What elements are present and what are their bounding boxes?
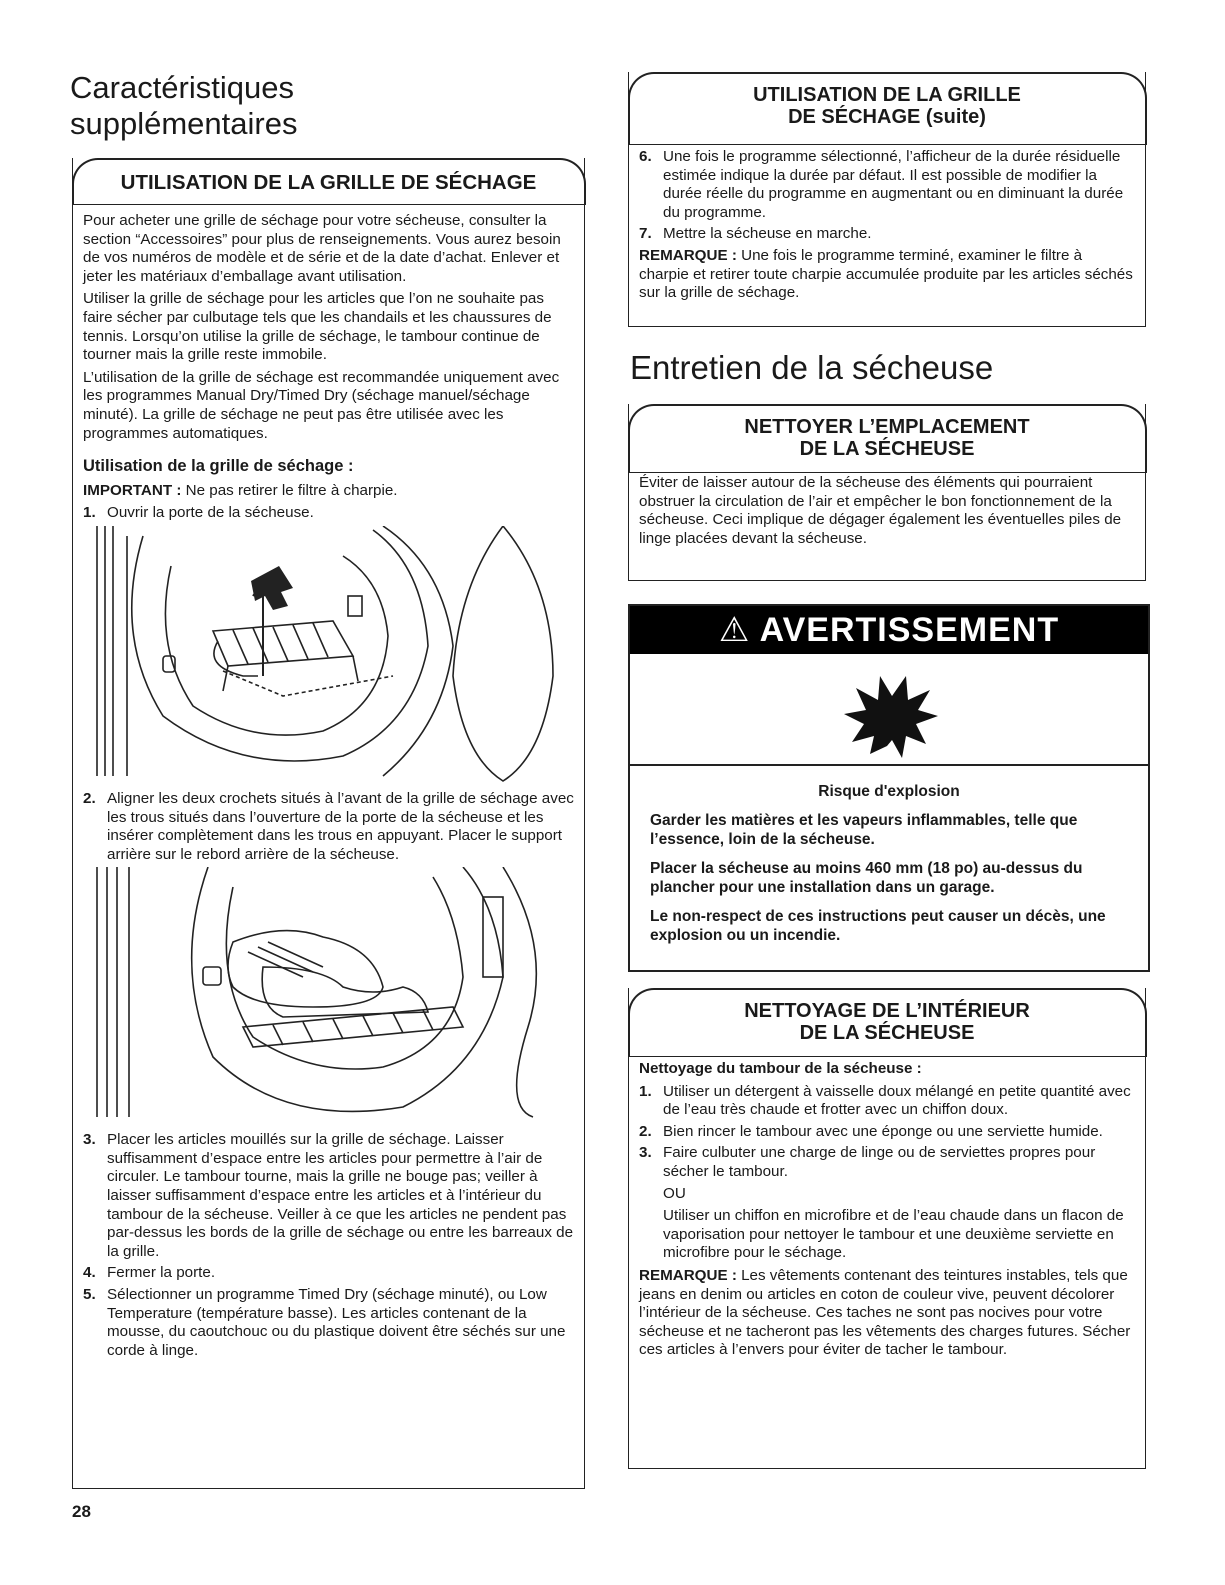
section-heading: UTILISATION DE LA GRILLE DE SÉCHAGE (suite) (628, 72, 1147, 145)
warning-line: Placer la sécheuse au moins 460 mm (18 po) au-dessus du plancher pour une installation dans un garage. (650, 860, 1083, 896)
page-title-line-1: Caractéristiques (70, 70, 294, 105)
paragraph: Utiliser la grille de séchage pour les articles que l’on ne souhaite pas faire sécher par culbutage tels que les chandails et les chaussures de tennis. Lorsqu’on utilise la grille de séchage, le tambour continue de tourner mais la grille reste immobile. (83, 290, 552, 364)
section-heading: NETTOYER L’EMPLACEMENT DE LA SÉCHEUSE (628, 404, 1147, 473)
list-item: 7. Mettre la sécheuse en marche. (639, 225, 872, 243)
section-emplacement (628, 404, 1146, 581)
section-body (639, 1060, 1135, 1364)
list-item: 3. Placer les articles mouillés sur la grille de séchage. Laisser suffisamment d’espace entre les articles pour permettre à l’air de circuler. Le tambour tourne, mais la grille ne bouge pas; veiller à laisser suffisamment d’espace entre les articles et à l’intérieur du tambour de la sécheuse. Veiller à ce que les articles ne pendent pas par-dessus les bords de la grille de séchage ou entre les barreaux de la grille. (83, 1131, 574, 1260)
list-item: 2. Aligner les deux crochets situés à l’avant de la grille de séchage avec les trous situés dans l’ouverture de la porte de la sécheuse et les insérer complètement dans les trous en appuyant. Placer le support arrière sur le rebord arrière de la sécheuse. (83, 789, 574, 863)
section-title: Entretien de la sécheuse (630, 349, 994, 386)
important-note: IMPORTANT : Ne pas retirer le filtre à charpie. (83, 481, 398, 499)
warning-line: Garder les matières et les vapeurs inflammables, telle que l’essence, loin de la sécheuse. (650, 812, 1078, 848)
section-body (639, 474, 1135, 552)
warning-line: Le non-respect de ces instructions peut causer un décès, une explosion ou un incendie. (650, 908, 1106, 944)
warning-body (650, 782, 1128, 955)
subheading: Nettoyage du tambour de la sécheuse : (639, 1060, 922, 1077)
section-body (639, 148, 1135, 307)
page-title (70, 70, 590, 142)
note: REMARQUE : Une fois le programme terminé, examiner le filtre à charpie et retirer toute charpie accumulée produite par les articles séchés sur la grille de séchage. (639, 246, 1133, 302)
section-grille-sechage (72, 158, 585, 1489)
page-number: 28 (72, 1502, 91, 1521)
warning-triangle-icon: ⚠ (718, 611, 751, 649)
or-text: OU (663, 1184, 686, 1202)
dryer-rack-drawing (83, 526, 575, 784)
explosion-icon (630, 654, 1144, 762)
paragraph: Éviter de laisser autour de la sécheuse des éléments qui pourraient obstruer la circulation de l’air et empêcher le bon fonctionnement de la sécheuse. Ceci implique de dégager également les éventuelles piles de linge placées devant la sécheuse. (639, 474, 1122, 547)
note: REMARQUE : Les vêtements contenant des teintures instables, tels que jeans en denim ou articles en coton de couleur vive, peuvent décolorer l’intérieur de la sécheuse. Ces taches ne sont pas nocives pour votre sécheuse et ne tacheront pas les vêtements des charges futures. Sécher ces articles à l’envers pour éviter de tacher le tambour. (639, 1266, 1131, 1359)
alternative-text: Utiliser un chiffon en microfibre et de l’eau chaude dans un flacon de vaporisation pour nettoyer le tambour et une deuxième serviette en microfibre pour le séchage. (663, 1207, 1124, 1262)
subheading: Utilisation de la grille de séchage : (83, 457, 354, 476)
section-heading: UTILISATION DE LA GRILLE DE SÉCHAGE (72, 158, 586, 205)
paragraph: L’utilisation de la grille de séchage est recommandée uniquement avec les programmes Manual Dry/Timed Dry (séchage manuel/séchage minuté). La grille de séchage ne peut pas être utilisée avec les programmes automatiques. (83, 368, 560, 442)
list-item: 5. Sélectionner un programme Timed Dry (séchage minuté), ou Low Temperature (température basse). Les articles contenant de la mousse, du caoutchouc ou du plastique doivent être séchés sur une corde à linge. (83, 1286, 566, 1359)
rack-insert-illustration (83, 526, 574, 784)
shoes-drawing (83, 867, 575, 1125)
section-interieur (628, 988, 1146, 1469)
section-body (83, 212, 574, 1363)
list-item: 3. Faire culbuter une charge de linge ou de serviettes propres pour sécher le tambour. (639, 1144, 1096, 1180)
warning-risk: Risque d'explosion (818, 783, 960, 800)
section-heading: NETTOYAGE DE L’INTÉRIEUR DE LA SÉCHEUSE (628, 988, 1147, 1057)
list-item: 2. Bien rincer le tambour avec une éponge ou une serviette humide. (639, 1122, 1103, 1140)
warning-box (628, 604, 1150, 972)
list-item: 1. Utiliser un détergent à vaisselle doux mélangé en petite quantité avec de l’eau très chaude et frotter avec un chiffon doux. (639, 1082, 1131, 1119)
list-item: 4. Fermer la porte. (83, 1264, 216, 1282)
list-item: 6. Une fois le programme sélectionné, l’afficheur de la durée résiduelle estimée indique la durée par défaut. Il est possible de modifier la durée réelle du programme en augmentant ou en diminuant la durée du programme. (639, 148, 1124, 221)
page-title-line-2: supplémentaires (70, 106, 298, 141)
warning-icon-area (630, 654, 1148, 766)
section-grille-suite (628, 72, 1146, 327)
shoes-on-rack-illustration (83, 867, 574, 1125)
paragraph: Pour acheter une grille de séchage pour votre sécheuse, consulter la section “Accessoires” pour plus de renseignements. Vous aurez besoin de vos numéros de modèle et de série et de la date d’achat. Enlever et jeter les matériaux d’emballage avant utilisation. (83, 212, 561, 285)
list-item: 1. Ouvrir la porte de la sécheuse. (83, 504, 314, 522)
warning-header: ⚠ AVERTISSEMENT (630, 606, 1148, 654)
